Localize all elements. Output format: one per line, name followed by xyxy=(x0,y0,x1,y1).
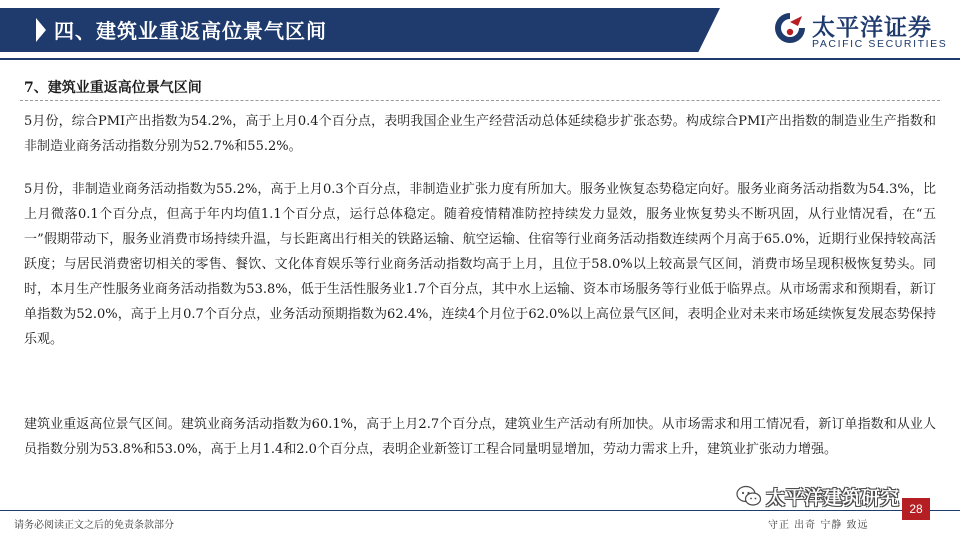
footer-divider xyxy=(0,510,960,511)
page-title: 四、建筑业重返高位景气区间 xyxy=(54,19,327,43)
pacific-logo-icon xyxy=(772,10,808,46)
page-number-badge: 28 xyxy=(902,498,930,520)
company-logo xyxy=(772,8,952,52)
logo-name-cn: 太平洋证券 xyxy=(812,15,932,41)
section-title: 7、建筑业重返高位景气区间 xyxy=(24,80,202,96)
wechat-icon xyxy=(736,485,762,507)
watermark-text: 太平洋建筑研究 xyxy=(766,487,900,509)
logo-name-en: PACIFIC SECURITIES xyxy=(812,38,948,50)
footer-slogan: 守正 出奇 宁静 致远 xyxy=(768,520,869,531)
paragraph-construction: 建筑业重返高位景气区间。建筑业商务活动指数为60.1%，高于上月2.7个百分点，建筑业生产活动有所加快。从市场需求和用工情况看，新订单指数和从业人员指数分别为53.8%和53.0%，高于上月1.4和2.0个百分点，表明企业新签订工程合同量明显增加，劳动力需求上升，建筑业扩张动力增强。 xyxy=(24,417,936,457)
paragraph-non-manufacturing: 5月份，非制造业商务活动指数为55.2%，高于上月0.3个百分点，非制造业扩张力度有所加大。服务业恢复态势稳定向好。服务业商务活动指数为54.3%，比上月微落0.1个百分点，但高于年内均值1.1个百分点，运行总体稳定。随着疫情精准防控持续发力显效，服务业恢复势头不断巩固，从行业情况看，在“五一”假期带动下，服务业消费市场持续升温，与长距离出行相关的铁路运输、航空运输、住宿等行业商务活动指数连续两个月高于65.0%，近期行业保持较高活跃度；与居民消费密切相关的零售、餐饮、文化体育娱乐等行业商务活动指数均高于上月，且位于58.0%以上较高景气区间，消费市场呈现积极恢复势头。同时，本月生产性服务业商务活动指数为53.8%，低于生活性服务业1.7个百分点，其中水上运输、资本市场服务等行业低于临界点。从市场需求和预期看，新订单指数为52.0%，高于上月0.7个百分点，业务活动预期指数为62.4%，连续4个月位于62.0%以上高位景气区间，表明企业对未来市场延续恢复发展态势保持乐观。 xyxy=(24,182,936,347)
section-divider xyxy=(20,100,940,101)
header-divider xyxy=(0,58,960,60)
paragraph-composite-pmi: 5月份，综合PMI产出指数为54.2%，高于上月0.4个百分点，表明我国企业生产经营活动总体延续稳步扩张态势。构成综合PMI产出指数的制造业生产指数和非制造业商务活动指数分别为52.7%和55.2%。 xyxy=(24,114,936,154)
footer-disclaimer: 请务必阅读正文之后的免责条款部分 xyxy=(14,520,174,531)
